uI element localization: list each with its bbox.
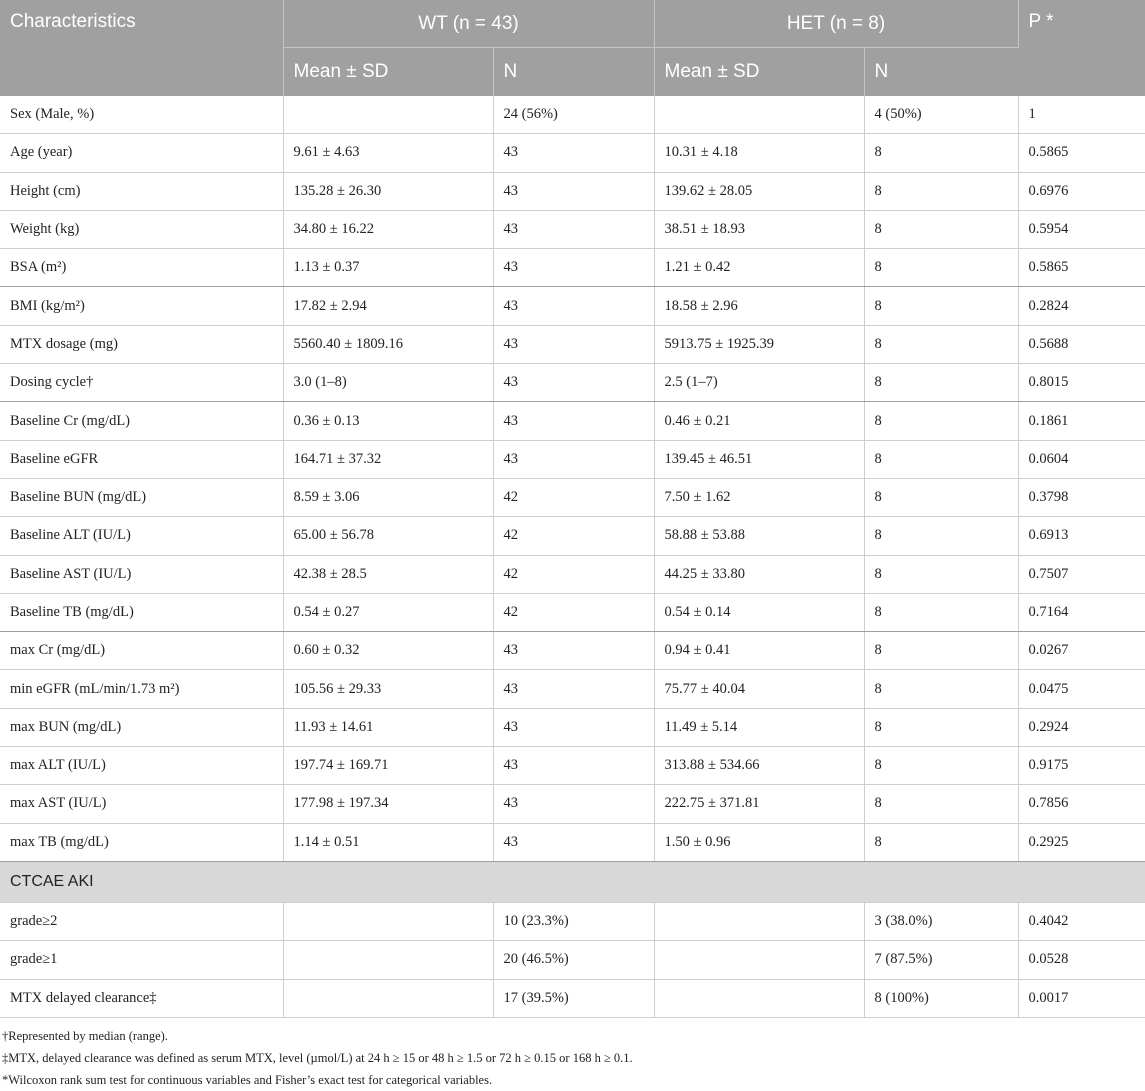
- wt-mean-cell: 5560.40 ± 1809.16: [283, 325, 493, 363]
- table-row: [0, 287, 1145, 325]
- p-value-cell: 0.8015: [1018, 364, 1145, 402]
- het-mean-cell: 1.21 ± 0.42: [654, 249, 864, 287]
- wt-mean-cell: [283, 979, 493, 1017]
- header-het-n: N: [864, 48, 1018, 97]
- wt-mean-cell: 11.93 ± 14.61: [283, 708, 493, 746]
- wt-n-cell: 42: [493, 517, 654, 555]
- table-header: [0, 0, 1145, 96]
- footnote-tests: *Wilcoxon rank sum test for continuous variables and Fisher’s exact test for categorical variables.: [2, 1072, 493, 1087]
- wt-n-cell: 43: [493, 134, 654, 172]
- header-wt-mean-sd: Mean ± SD: [283, 48, 493, 97]
- table-row: [0, 708, 1145, 746]
- wt-mean-cell: 1.13 ± 0.37: [283, 249, 493, 287]
- wt-mean-cell: 42.38 ± 28.5: [283, 555, 493, 593]
- wt-mean-cell: 0.36 ± 0.13: [283, 402, 493, 440]
- row-label: max AST (IU/L): [0, 785, 283, 823]
- row-label: MTX delayed clearance‡: [0, 979, 283, 1017]
- header-characteristics: Characteristics: [0, 0, 283, 96]
- section-row: [0, 861, 1145, 902]
- wt-n-cell: 24 (56%): [493, 96, 654, 134]
- het-n-cell: 8: [864, 670, 1018, 708]
- het-n-cell: 8: [864, 287, 1018, 325]
- het-n-cell: 8: [864, 325, 1018, 363]
- table-row: [0, 593, 1145, 631]
- wt-mean-cell: 105.56 ± 29.33: [283, 670, 493, 708]
- row-label: Height (cm): [0, 172, 283, 210]
- row-label: min eGFR (mL/min/1.73 m²): [0, 670, 283, 708]
- row-label: max TB (mg/dL): [0, 823, 283, 861]
- row-label: BSA (m²): [0, 249, 283, 287]
- het-mean-cell: [654, 979, 864, 1017]
- p-value-cell: 0.6913: [1018, 517, 1145, 555]
- p-value-cell: 0.0528: [1018, 941, 1145, 979]
- wt-n-cell: 43: [493, 402, 654, 440]
- het-n-cell: 8 (100%): [864, 979, 1018, 1017]
- het-mean-cell: 38.51 ± 18.93: [654, 210, 864, 248]
- het-mean-cell: 75.77 ± 40.04: [654, 670, 864, 708]
- het-n-cell: 7 (87.5%): [864, 941, 1018, 979]
- wt-n-cell: 43: [493, 210, 654, 248]
- wt-n-cell: 43: [493, 364, 654, 402]
- wt-n-cell: 42: [493, 555, 654, 593]
- row-label: Baseline TB (mg/dL): [0, 593, 283, 631]
- table-row: [0, 210, 1145, 248]
- het-n-cell: 8: [864, 364, 1018, 402]
- wt-n-cell: 43: [493, 708, 654, 746]
- table-row: [0, 402, 1145, 440]
- p-value-cell: 0.4042: [1018, 902, 1145, 940]
- wt-n-cell: 43: [493, 325, 654, 363]
- wt-mean-cell: 0.60 ± 0.32: [283, 632, 493, 670]
- table-row: [0, 555, 1145, 593]
- wt-mean-cell: 0.54 ± 0.27: [283, 593, 493, 631]
- wt-n-cell: 42: [493, 593, 654, 631]
- het-mean-cell: 0.94 ± 0.41: [654, 632, 864, 670]
- het-mean-cell: [654, 96, 864, 134]
- het-mean-cell: 1.50 ± 0.96: [654, 823, 864, 861]
- row-label: Baseline eGFR: [0, 440, 283, 478]
- wt-mean-cell: 1.14 ± 0.51: [283, 823, 493, 861]
- table-row: [0, 440, 1145, 478]
- row-label: grade≥1: [0, 941, 283, 979]
- het-mean-cell: 58.88 ± 53.88: [654, 517, 864, 555]
- het-n-cell: 8: [864, 210, 1018, 248]
- p-value-cell: 0.2925: [1018, 823, 1145, 861]
- wt-mean-cell: 34.80 ± 16.22: [283, 210, 493, 248]
- table-row: [0, 249, 1145, 287]
- p-value-cell: 0.0017: [1018, 979, 1145, 1017]
- wt-mean-cell: 164.71 ± 37.32: [283, 440, 493, 478]
- p-value-cell: 0.5954: [1018, 210, 1145, 248]
- row-label: MTX dosage (mg): [0, 325, 283, 363]
- het-mean-cell: [654, 941, 864, 979]
- het-n-cell: 8: [864, 593, 1018, 631]
- wt-mean-cell: 65.00 ± 56.78: [283, 517, 493, 555]
- p-value-cell: 0.0604: [1018, 440, 1145, 478]
- header-wt-group: WT (n = 43): [283, 0, 654, 48]
- p-value-cell: 0.7164: [1018, 593, 1145, 631]
- p-value-cell: 0.0267: [1018, 632, 1145, 670]
- p-value-cell: 0.0475: [1018, 670, 1145, 708]
- p-value-cell: 0.6976: [1018, 172, 1145, 210]
- header-het-mean-sd: Mean ± SD: [654, 48, 864, 97]
- het-mean-cell: 11.49 ± 5.14: [654, 708, 864, 746]
- wt-mean-cell: [283, 941, 493, 979]
- row-label: max ALT (IU/L): [0, 747, 283, 785]
- row-label: Sex (Male, %): [0, 96, 283, 134]
- het-n-cell: 8: [864, 632, 1018, 670]
- wt-mean-cell: 197.74 ± 169.71: [283, 747, 493, 785]
- table-row: [0, 823, 1145, 861]
- het-n-cell: 3 (38.0%): [864, 902, 1018, 940]
- wt-mean-cell: 135.28 ± 26.30: [283, 172, 493, 210]
- het-mean-cell: 0.46 ± 0.21: [654, 402, 864, 440]
- wt-n-cell: 42: [493, 478, 654, 516]
- het-n-cell: 8: [864, 555, 1018, 593]
- p-value-cell: 0.5865: [1018, 134, 1145, 172]
- footnote-median: †Represented by median (range).: [2, 1028, 168, 1043]
- p-value-cell: 0.7856: [1018, 785, 1145, 823]
- header-het-group: HET (n = 8): [654, 0, 1018, 48]
- het-mean-cell: 139.45 ± 46.51: [654, 440, 864, 478]
- wt-n-cell: 43: [493, 440, 654, 478]
- wt-n-cell: 43: [493, 249, 654, 287]
- table-row: [0, 134, 1145, 172]
- row-label: Age (year): [0, 134, 283, 172]
- wt-n-cell: 43: [493, 747, 654, 785]
- footnotes: [0, 1018, 1145, 1091]
- het-mean-cell: [654, 902, 864, 940]
- het-mean-cell: 18.58 ± 2.96: [654, 287, 864, 325]
- het-mean-cell: 5913.75 ± 1925.39: [654, 325, 864, 363]
- table-row: [0, 172, 1145, 210]
- table-row: [0, 632, 1145, 670]
- p-value-cell: 0.1861: [1018, 402, 1145, 440]
- wt-mean-cell: [283, 902, 493, 940]
- het-n-cell: 8: [864, 478, 1018, 516]
- p-value-cell: 0.7507: [1018, 555, 1145, 593]
- wt-n-cell: 43: [493, 172, 654, 210]
- het-n-cell: 8: [864, 517, 1018, 555]
- row-label: max BUN (mg/dL): [0, 708, 283, 746]
- het-n-cell: 8: [864, 823, 1018, 861]
- het-mean-cell: 0.54 ± 0.14: [654, 593, 864, 631]
- row-label: Baseline Cr (mg/dL): [0, 402, 283, 440]
- wt-n-cell: 43: [493, 785, 654, 823]
- header-wt-n: N: [493, 48, 654, 97]
- het-mean-cell: 313.88 ± 534.66: [654, 747, 864, 785]
- p-value-cell: 0.3798: [1018, 478, 1145, 516]
- table-row: [0, 478, 1145, 516]
- section-label: CTCAE AKI: [0, 861, 1145, 902]
- het-n-cell: 8: [864, 708, 1018, 746]
- wt-mean-cell: 8.59 ± 3.06: [283, 478, 493, 516]
- p-value-cell: 0.5688: [1018, 325, 1145, 363]
- p-value-cell: 0.2924: [1018, 708, 1145, 746]
- row-label: Weight (kg): [0, 210, 283, 248]
- p-value-cell: 0.5865: [1018, 249, 1145, 287]
- het-n-cell: 8: [864, 134, 1018, 172]
- het-mean-cell: 10.31 ± 4.18: [654, 134, 864, 172]
- wt-n-cell: 43: [493, 287, 654, 325]
- table-row: [0, 902, 1145, 940]
- wt-n-cell: 43: [493, 632, 654, 670]
- table-body: [0, 96, 1145, 1017]
- het-n-cell: 4 (50%): [864, 96, 1018, 134]
- het-n-cell: 8: [864, 440, 1018, 478]
- table-row: [0, 941, 1145, 979]
- het-mean-cell: 7.50 ± 1.62: [654, 478, 864, 516]
- row-label: Baseline ALT (IU/L): [0, 517, 283, 555]
- het-n-cell: 8: [864, 402, 1018, 440]
- het-n-cell: 8: [864, 172, 1018, 210]
- row-label: Baseline BUN (mg/dL): [0, 478, 283, 516]
- table-row: [0, 96, 1145, 134]
- het-mean-cell: 222.75 ± 371.81: [654, 785, 864, 823]
- wt-n-cell: 43: [493, 670, 654, 708]
- row-label: grade≥2: [0, 902, 283, 940]
- row-label: Dosing cycle†: [0, 364, 283, 402]
- wt-n-cell: 17 (39.5%): [493, 979, 654, 1017]
- wt-n-cell: 10 (23.3%): [493, 902, 654, 940]
- wt-mean-cell: [283, 96, 493, 134]
- wt-mean-cell: 9.61 ± 4.63: [283, 134, 493, 172]
- table-row: [0, 364, 1145, 402]
- header-p-value: P *: [1018, 0, 1145, 96]
- table-row: [0, 979, 1145, 1017]
- p-value-cell: 1: [1018, 96, 1145, 134]
- table-row: [0, 670, 1145, 708]
- row-label: Baseline AST (IU/L): [0, 555, 283, 593]
- footnote-delayed-clearance: ‡MTX, delayed clearance was defined as serum MTX, level (µmol/L) at 24 h ≥ 15 or 48 h ≥ 1.5 or 72 h ≥ 0.15 or 168 h ≥ 0.1.: [2, 1050, 633, 1065]
- table-row: [0, 785, 1145, 823]
- het-mean-cell: 44.25 ± 33.80: [654, 555, 864, 593]
- wt-mean-cell: 17.82 ± 2.94: [283, 287, 493, 325]
- table-row: [0, 325, 1145, 363]
- het-n-cell: 8: [864, 747, 1018, 785]
- wt-n-cell: 43: [493, 823, 654, 861]
- p-value-cell: 0.2824: [1018, 287, 1145, 325]
- wt-mean-cell: 3.0 (1–8): [283, 364, 493, 402]
- p-value-cell: 0.9175: [1018, 747, 1145, 785]
- row-label: BMI (kg/m²): [0, 287, 283, 325]
- wt-n-cell: 20 (46.5%): [493, 941, 654, 979]
- table-row: [0, 517, 1145, 555]
- row-label: max Cr (mg/dL): [0, 632, 283, 670]
- wt-mean-cell: 177.98 ± 197.34: [283, 785, 493, 823]
- het-mean-cell: 139.62 ± 28.05: [654, 172, 864, 210]
- het-n-cell: 8: [864, 785, 1018, 823]
- table-row: [0, 747, 1145, 785]
- het-n-cell: 8: [864, 249, 1018, 287]
- het-mean-cell: 2.5 (1–7): [654, 364, 864, 402]
